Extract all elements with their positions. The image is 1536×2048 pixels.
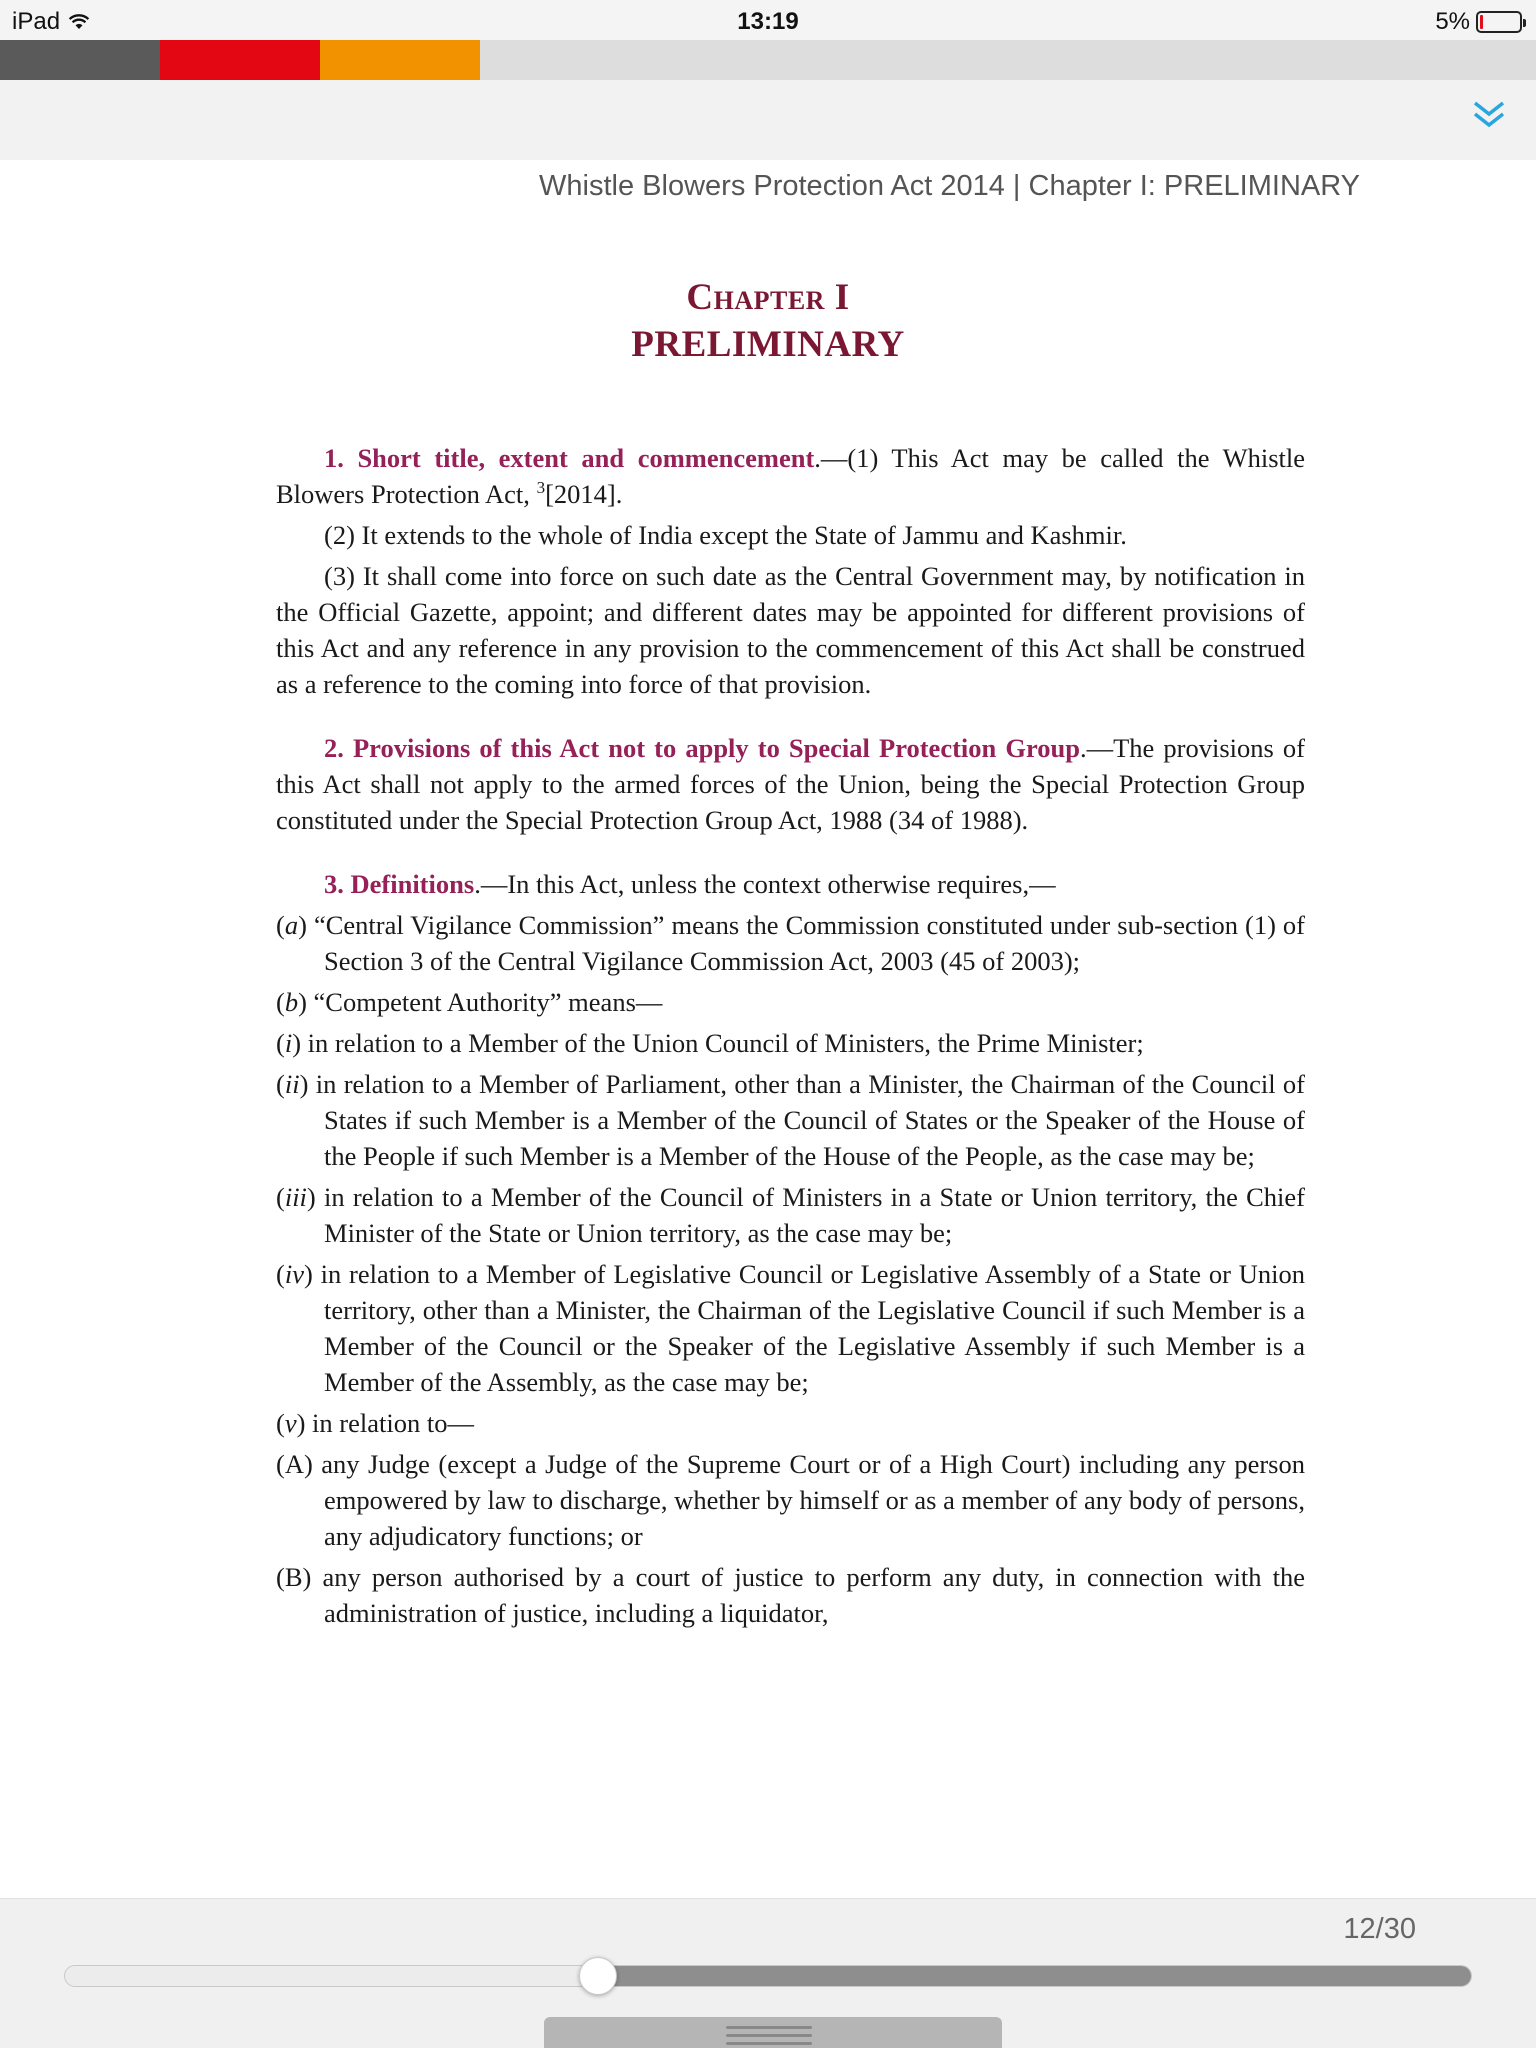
clause-b: (b) “Competent Authority” means— <box>276 987 663 1017</box>
color-tab-strip <box>0 40 1536 80</box>
section-3-intro: .—In this Act, unless the context otherwise requires,— <box>474 869 1056 899</box>
sub-clause-text: in relation to a Member of the Council of Ministers in a State or Union territory, the Chief Minister of the State or Union territory, as the case may be; <box>324 1182 1305 1248</box>
reader-toolbar <box>0 80 1536 160</box>
item-label: (A) <box>276 1449 313 1479</box>
section-1-heading: 1. Short title, extent and commencement <box>324 443 815 473</box>
sub-clause-text: in relation to a Member of the Union Council of Ministers, the Prime Minister; <box>307 1028 1144 1058</box>
page-indicator: 12/30 <box>1343 1913 1416 1945</box>
status-bar <box>0 0 1536 40</box>
sub-clause-label: iv <box>284 1259 304 1289</box>
drawer-handle[interactable] <box>544 2017 1002 2048</box>
chapter-label: Chapter I <box>686 277 850 318</box>
sub-clause-iii: (iii) in relation to a Member of the Council of Ministers in a State or Union territory, the Chief Minister of the State or Union territory, as the case may be; <box>276 1182 1305 1248</box>
section-1-text: .—(1) This Act may be called the Whistle Blowers Protection Act, <box>276 443 1305 509</box>
sub-clause-label: ii <box>284 1069 300 1099</box>
device-name: iPad <box>12 8 61 35</box>
running-header: Whistle Blowers Protection Act 2014 | Chapter I: PRELIMINARY <box>539 170 1360 202</box>
section-1-year: [2014]. <box>545 479 623 509</box>
sub-clause-text: in relation to a Member of Parliament, other than a Minister, the Chairman of the Council of States if such Member is a Member of the Council of States or the Speaker of the House of the People if such Member is a Member of the House of the People, as the case may be; <box>315 1069 1305 1171</box>
sub-clause-v: (v) in relation to— <box>276 1408 474 1438</box>
sub-clause-text: in relation to a Member of Legislative Council or Legislative Assembly of a State or Union territory, other than a Minister, the Chairman of the Legislative Council if such Member is a Member of the Council or the Speaker of the Legislative Assembly if such Member is a Member of the Assembly, as the case may be; <box>320 1259 1305 1397</box>
section-1-paragraph-2: (2) It extends to the whole of India except the State of Jammu and Kashmir. <box>324 520 1127 550</box>
status-right <box>1435 8 1522 36</box>
section-1-paragraph-3: (3) It shall come into force on such date as the Central Government may, by notification in the Official Gazette, appoint; and different dates may be appointed for different provisions of this Act and any reference in any provision to the commencement of this Act shall be construed as a reference to the coming into force of that provision. <box>276 561 1305 699</box>
tab-color-1[interactable] <box>0 40 160 80</box>
sub-clause-ii: (ii) in relation to a Member of Parliament, other than a Minister, the Chairman of the Council of States if such Member is a Member of the Council of States or the Speaker of the House of the People if such Member is a Member of the House of the People, as the case may be; <box>276 1069 1305 1171</box>
tab-color-3[interactable] <box>320 40 480 80</box>
clause-b-text: “Competent Authority” means— <box>313 987 663 1017</box>
sub-clause-i: (i) in relation to a Member of the Union Council of Ministers, the Prime Minister; <box>276 1028 1144 1058</box>
item-text: any person authorised by a court of justice to perform any duty, in connection with the administration of justice, including a liquidator, <box>322 1562 1306 1628</box>
sub-clause-text: in relation to— <box>312 1408 474 1438</box>
clause-b-label: b <box>284 987 299 1017</box>
section-3-heading: 3. Definitions <box>324 869 475 899</box>
page-slider-thumb[interactable] <box>579 1957 617 1995</box>
sub-clause-label: v <box>284 1408 297 1438</box>
section-1-paragraph-1 <box>276 440 1305 512</box>
section-2-paragraph <box>276 730 1305 838</box>
item-label: (B) <box>276 1562 312 1592</box>
section-2-heading: 2. Provisions of this Act not to apply to Special Protection Group <box>324 733 1080 763</box>
clause-a-label: a <box>284 910 299 940</box>
battery-icon <box>1476 11 1522 33</box>
item-text: any Judge (except a Judge of the Supreme Court or of a High Court) including any person empowered by law to discharge, whether by himself or as a member of any body of persons, any adjudicatory functions; or <box>321 1449 1305 1551</box>
page-slider-fill <box>597 1966 1471 1986</box>
tab-color-2[interactable] <box>160 40 320 80</box>
clock: 13:19 <box>737 8 799 35</box>
battery-percent: 5% <box>1435 8 1470 35</box>
chapter-title: PRELIMINARY <box>631 324 905 365</box>
clause-a-text: “Central Vigilance Commission” means the Commission constituted under sub-section (1) of Section 3 of the Central Vigilance Commission Act, 2003 (45 of 2003); <box>313 910 1306 976</box>
section-3-paragraph <box>276 866 1305 902</box>
document-body <box>276 440 1305 1631</box>
footnote-marker[interactable]: 3 <box>536 478 546 498</box>
collapse-toolbar-button[interactable] <box>1464 90 1514 140</box>
sub-clause-label: i <box>284 1028 293 1058</box>
page-navigation-bar <box>0 1898 1536 2048</box>
section-2-text: .—The provisions of this Act shall not apply to the armed forces of the Union, being the Special Protection Group constituted under the Special Protection Group Act, 1988 (34 of 1988). <box>276 733 1306 835</box>
grip-line-icon <box>726 2042 812 2045</box>
sub-clause-label: iii <box>284 1182 307 1212</box>
grip-line-icon <box>726 2034 812 2037</box>
chapter-heading <box>0 276 1536 366</box>
page-slider-track[interactable] <box>64 1965 1472 1987</box>
clause-a: (a) “Central Vigilance Commission” means the Commission constituted under sub-section (1) of Section 3 of the Central Vigilance Commission Act, 2003 (45 of 2003); <box>276 910 1306 976</box>
double-chevron-down-icon <box>1471 99 1507 131</box>
grip-line-icon <box>726 2026 812 2029</box>
item-A <box>276 1446 1305 1554</box>
item-B <box>276 1559 1305 1631</box>
sub-clause-iv: (iv) in relation to a Member of Legislative Council or Legislative Assembly of a State or Union territory, other than a Minister, the Chairman of the Legislative Council if such Member is a Member of the Council or the Speaker of the Legislative Assembly if such Member is a Member of the Assembly, as the case may be; <box>276 1259 1305 1397</box>
